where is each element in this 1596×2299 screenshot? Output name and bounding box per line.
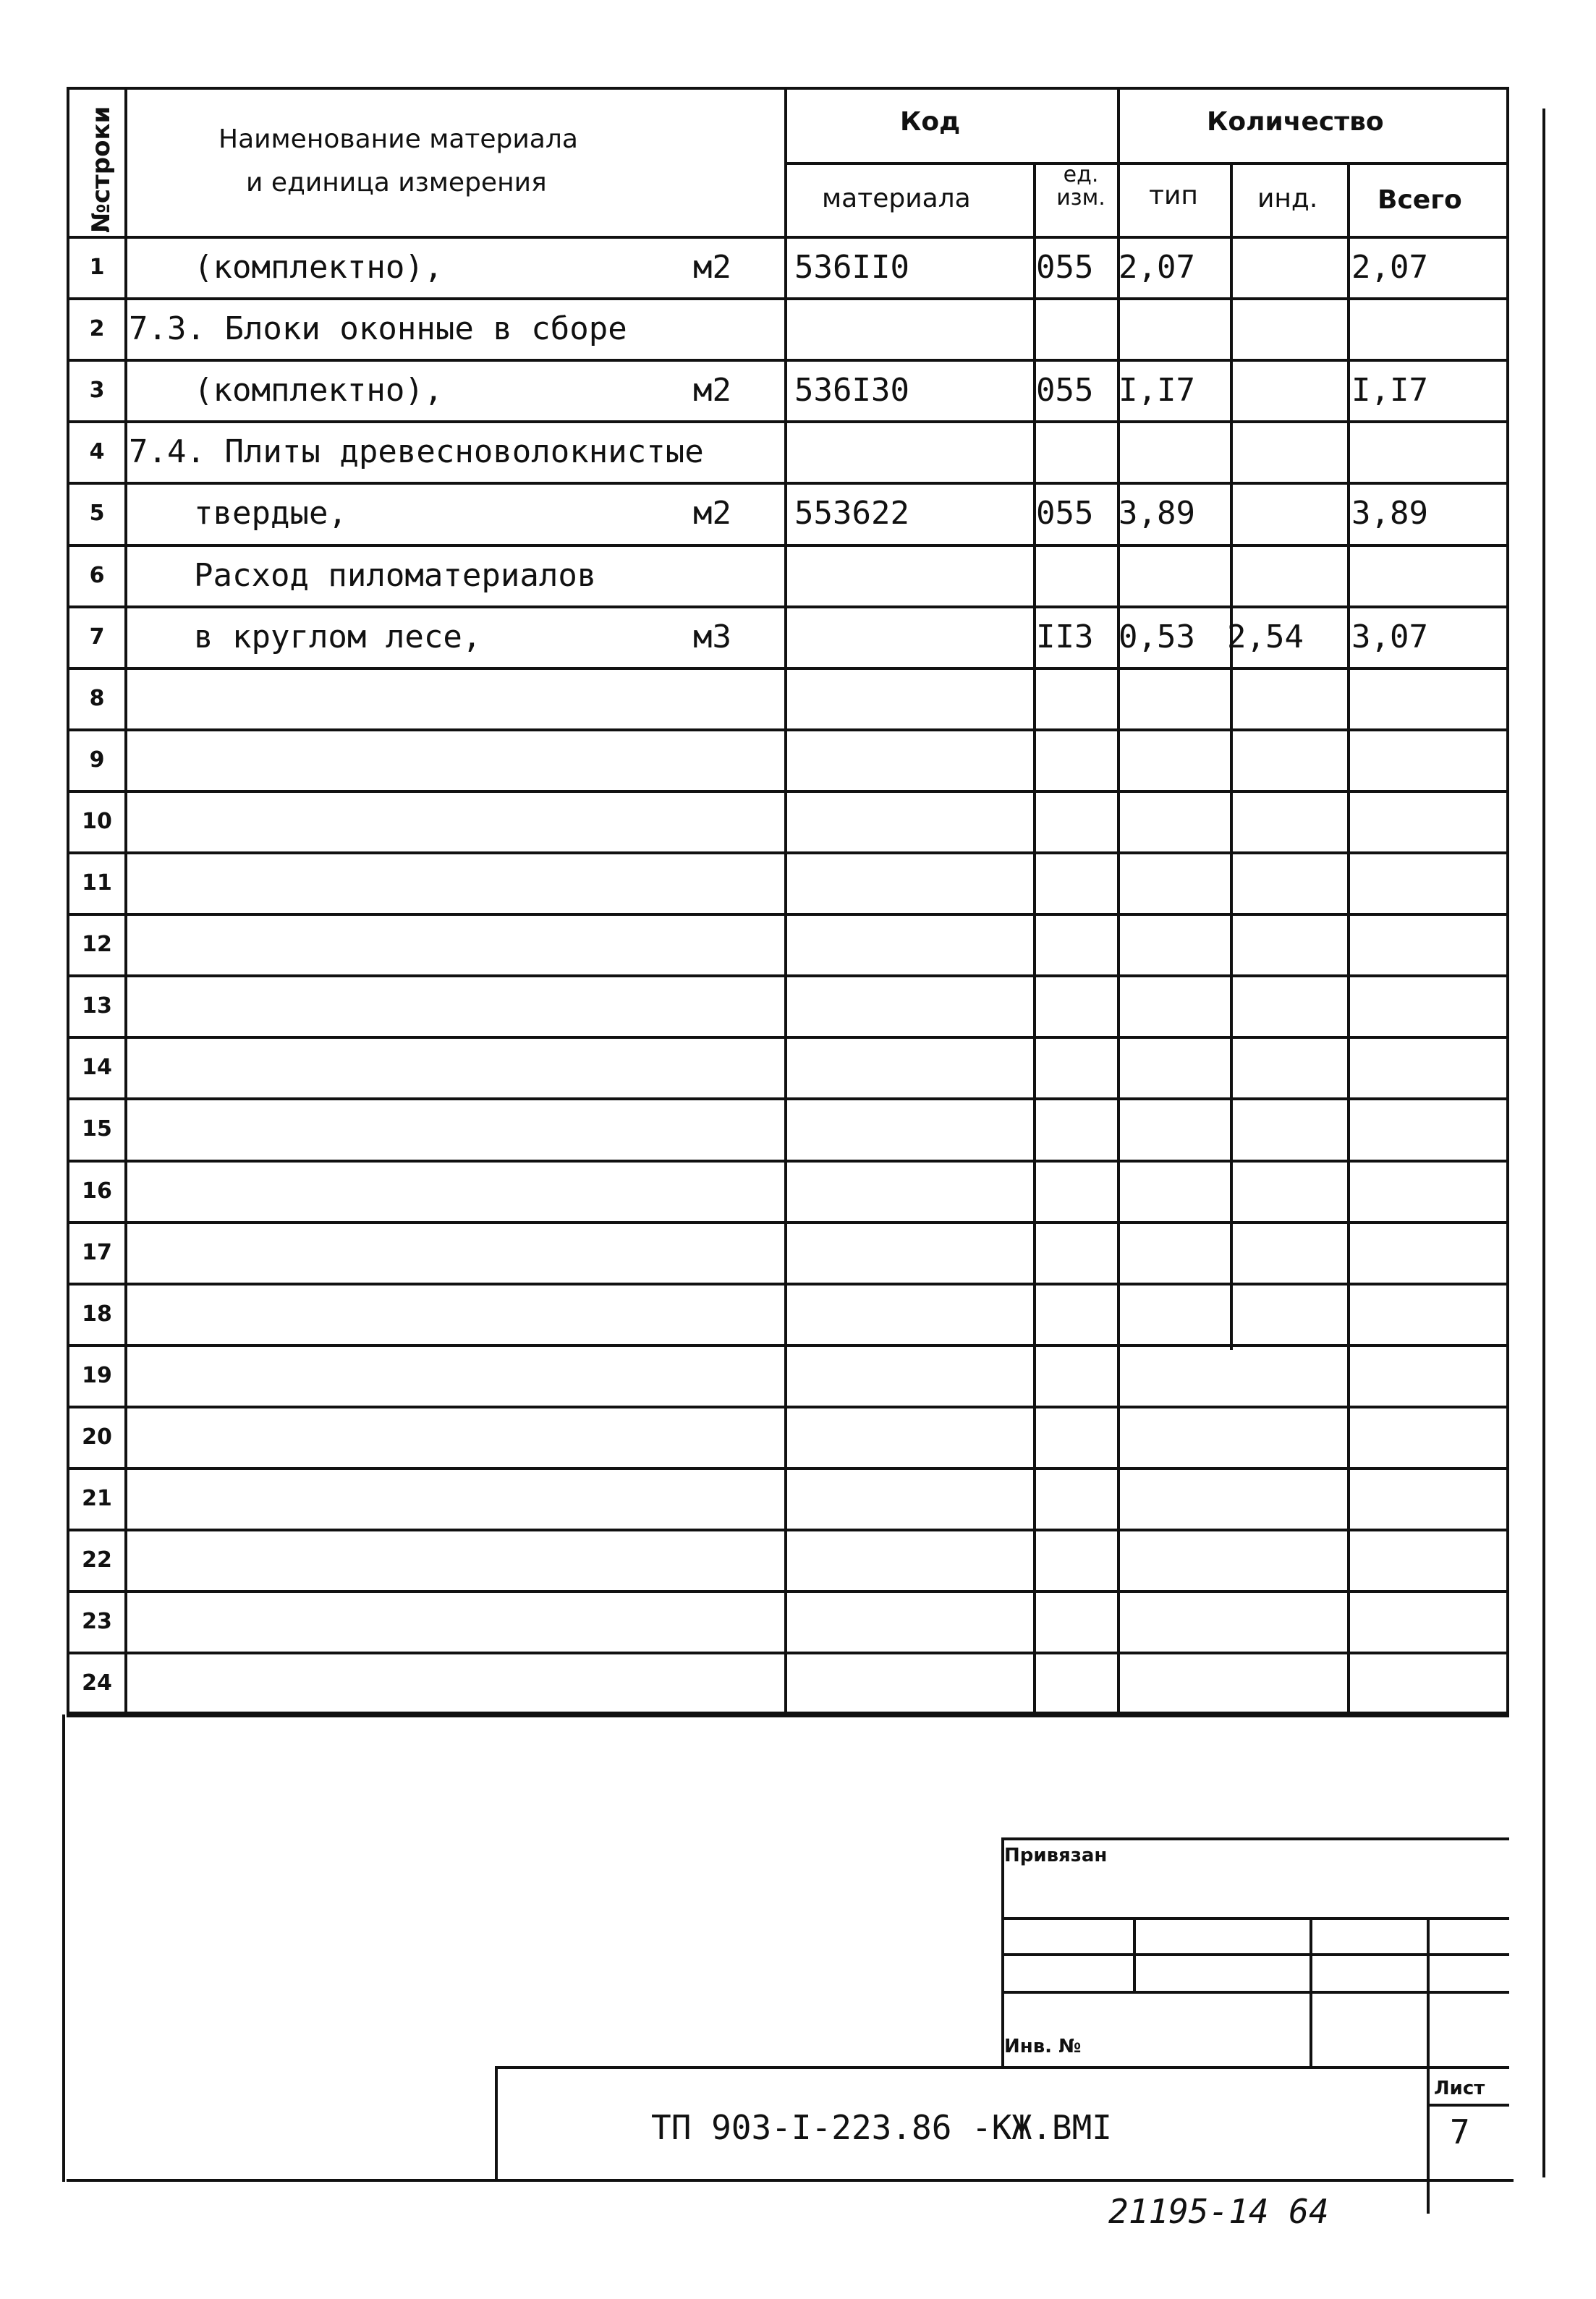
row-qty-total: I,I7	[1351, 372, 1428, 409]
stamp-top-line	[67, 1714, 1509, 1717]
row-line	[67, 1344, 1509, 1347]
row-number: 2	[89, 316, 105, 342]
row-number: 6	[89, 562, 105, 588]
title-block-left-line	[495, 2066, 498, 2182]
code-unit-header	[1052, 163, 1110, 210]
row-number: 20	[82, 1424, 112, 1450]
row-line	[67, 1221, 1509, 1224]
footer-note: 21195-14 64	[1108, 2192, 1329, 2231]
row-number: 22	[82, 1547, 112, 1573]
row-line	[67, 1590, 1509, 1593]
row-line	[67, 728, 1509, 731]
row-number: 24	[82, 1670, 112, 1696]
sheet-number: 7	[1450, 2112, 1470, 2151]
row-line	[67, 667, 1509, 670]
document-code: ТП 903-I-223.86 -КЖ.ВМI	[651, 2108, 1112, 2147]
col-sep-rownum	[124, 87, 127, 1714]
row-name: 7.4. Плиты древесноволокнистые	[129, 433, 704, 471]
row-number: 11	[82, 870, 112, 896]
row-qty-type: 2,07	[1119, 249, 1195, 286]
row-material-code: 553622	[794, 495, 909, 532]
row-name: (комплектно),	[194, 249, 443, 286]
row-line	[67, 482, 1509, 485]
stamp-vline-3	[1427, 1917, 1430, 2214]
row-line	[67, 1160, 1509, 1163]
row-line	[67, 1097, 1509, 1100]
row-name: твердые,	[194, 495, 347, 532]
row-number: 17	[82, 1239, 112, 1265]
row-number: 5	[89, 501, 105, 527]
row-line	[67, 1652, 1509, 1654]
row-name: Расход пиломатериалов	[194, 556, 597, 594]
stamp-vline-2	[1310, 1917, 1312, 2069]
row-name: в круглом лесе,	[194, 618, 482, 655]
row-qty-type: I,I7	[1119, 372, 1195, 409]
row-unit-code: 055	[1036, 249, 1094, 286]
row-unit-code: II3	[1036, 618, 1094, 655]
row-line	[67, 1406, 1509, 1408]
row-line	[67, 359, 1509, 362]
row-line	[67, 974, 1509, 977]
left-bottom-line	[62, 1714, 65, 2182]
code-material-header: материала	[822, 184, 971, 213]
row-name: 7.3. Блоки оконные в сборе	[129, 310, 627, 348]
row-unit: м2	[693, 495, 731, 532]
col-sep-ind	[1347, 163, 1350, 1714]
row-number: 16	[82, 1178, 112, 1204]
row-line	[67, 1467, 1509, 1470]
row-line	[67, 420, 1509, 423]
right-margin-line	[1542, 109, 1545, 2177]
inv-no-label: Инв. №	[1004, 2036, 1082, 2057]
row-unit: м2	[693, 372, 731, 409]
stamp-line-3	[1001, 1953, 1509, 1956]
title-block-bottom-line	[67, 2179, 1514, 2182]
row-number: 4	[89, 439, 105, 465]
row-number: 9	[89, 747, 105, 773]
name-header-line1: Наименование материала	[218, 124, 578, 154]
row-qty-ind: 2,54	[1227, 618, 1304, 655]
row-unit: м2	[693, 249, 731, 286]
row-qty-total: 3,07	[1351, 618, 1428, 655]
row-number: 23	[82, 1609, 112, 1635]
row-unit: м3	[693, 618, 731, 655]
row-number: 18	[82, 1301, 112, 1327]
row-number: 12	[82, 932, 112, 958]
header-mid-line	[784, 162, 1509, 165]
row-number: 21	[82, 1486, 112, 1511]
qty-type-header: тип	[1149, 181, 1198, 211]
row-line	[67, 605, 1509, 608]
row-number: 13	[82, 993, 112, 1019]
header-bottom-line	[67, 236, 1509, 239]
row-line	[67, 913, 1509, 916]
row-line	[67, 1529, 1509, 1531]
qty-total-header: Всего	[1378, 185, 1462, 215]
stamp-line-4	[1001, 1991, 1509, 1994]
row-qty-total: 2,07	[1351, 249, 1428, 286]
privyazan-label: Привязан	[1004, 1845, 1108, 1866]
row-number: 14	[82, 1055, 112, 1081]
row-number-header: №строки	[87, 106, 116, 233]
row-unit-code: 055	[1036, 372, 1094, 409]
row-qty-type: 0,53	[1119, 618, 1195, 655]
row-line	[67, 544, 1509, 547]
row-material-code: 536II0	[794, 249, 909, 286]
title-block-top-line	[495, 2066, 1509, 2069]
qty-ind-header: инд.	[1257, 184, 1318, 213]
code-header: Код	[900, 107, 961, 137]
row-line	[67, 1036, 1509, 1039]
stamp-line-1	[1001, 1837, 1509, 1840]
row-number: 10	[82, 808, 112, 834]
code-unit-header-text: ед. изм.	[1056, 162, 1105, 211]
stamp-vline-1	[1133, 1917, 1136, 1994]
row-number: 19	[82, 1362, 112, 1388]
row-line	[67, 1283, 1509, 1286]
row-number: 3	[89, 378, 105, 404]
sheet-sep-line	[1427, 2104, 1509, 2107]
row-qty-type: 3,89	[1119, 495, 1195, 532]
stamp-line-2	[1001, 1917, 1509, 1920]
row-number: 8	[89, 685, 105, 711]
col-sep-name	[784, 87, 787, 1714]
row-line	[67, 297, 1509, 300]
col-sep-tip	[1230, 163, 1233, 1350]
row-line	[67, 851, 1509, 854]
row-name: (комплектно),	[194, 372, 443, 409]
row-number: 15	[82, 1116, 112, 1142]
row-number: 1	[89, 255, 105, 280]
name-header-line2: и единица измерения	[246, 168, 547, 197]
row-line	[67, 790, 1509, 793]
row-material-code: 536I30	[794, 372, 909, 409]
quantity-header: Количество	[1207, 107, 1384, 137]
row-number: 7	[89, 624, 105, 650]
row-qty-total: 3,89	[1351, 495, 1428, 532]
sheet-label: Лист	[1434, 2078, 1485, 2099]
col-sep-unit	[1117, 87, 1120, 1714]
row-unit-code: 055	[1036, 495, 1094, 532]
